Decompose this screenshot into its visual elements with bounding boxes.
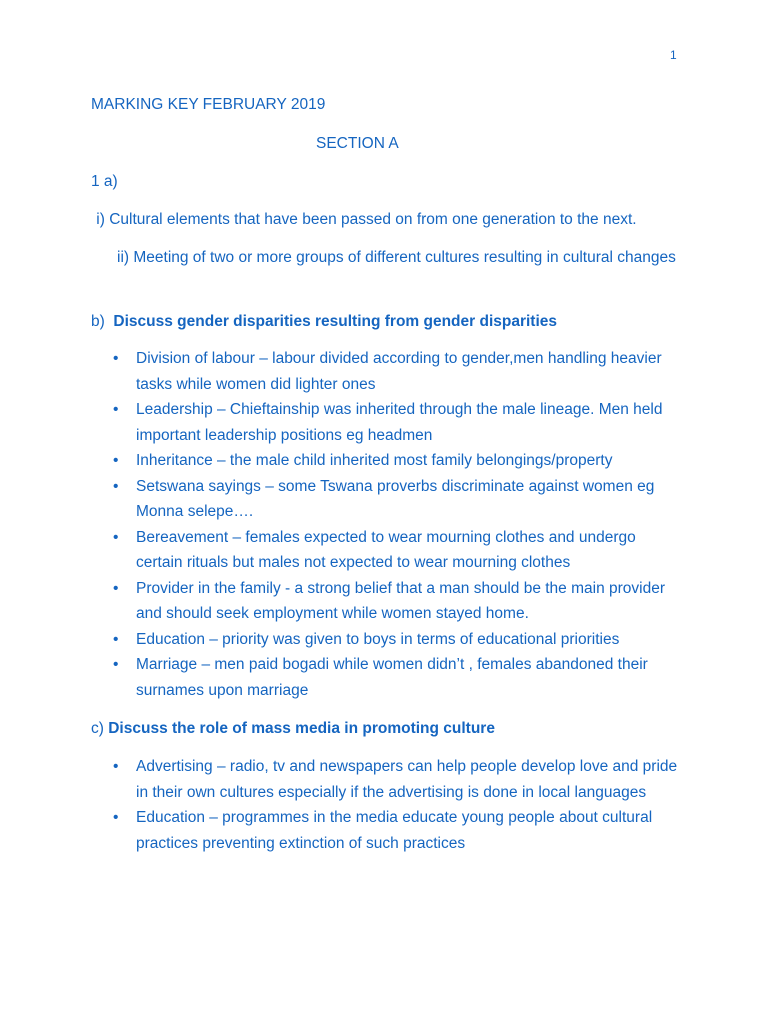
bullet-item: [113, 525, 683, 576]
bullet-icon: •: [113, 477, 119, 495]
bullet-item: [113, 346, 683, 397]
question-1c: [91, 716, 495, 742]
question-1b-heading: Discuss gender disparities resulting from gender disparities: [113, 313, 558, 330]
bullet-icon: •: [113, 579, 119, 597]
bullet-text: Leadership – Chieftainship was inherited through the male lineage. Men held important leadership positions eg headmen: [136, 401, 663, 444]
bullet-text: Bereavement – females expected to wear mourning clothes and undergo certain rituals but males not expected to wear mourning clothes: [136, 528, 636, 571]
bullet-icon: •: [113, 528, 119, 546]
bullet-text: Inheritance – the male child inherited most family belongings/property: [136, 452, 613, 469]
section-heading: SECTION A: [316, 135, 399, 152]
bullet-text: Advertising – radio, tv and newspapers can help people develop love and pride in their own cultures especially if the advertising is done in local languages: [136, 758, 678, 801]
bullet-icon: •: [113, 401, 119, 418]
bullet-item: [113, 397, 683, 448]
bullet-item: [113, 652, 683, 703]
answer-1c-list: [113, 754, 683, 856]
answer-1a-ii-text: ii) Meeting of two or more groups of different cultures resulting in cultural changes: [117, 249, 676, 266]
bullet-item: [113, 805, 683, 856]
bullet-text: Division of labour – labour divided according to gender,men handling heavier tasks while women did lighter ones: [136, 350, 662, 393]
bullet-icon: •: [113, 758, 119, 775]
question-1c-prefix: c): [91, 720, 104, 737]
bullet-item: [113, 754, 683, 805]
bullet-icon: •: [113, 350, 119, 367]
bullet-item: [113, 474, 683, 525]
bullet-item: [113, 448, 683, 474]
bullet-icon: •: [113, 809, 119, 826]
bullet-text: Education – programmes in the media educate young people about cultural practices preventing extinction of such practices: [136, 809, 653, 852]
bullet-icon: •: [113, 452, 119, 469]
bullet-text: Education – priority was given to boys in terms of educational priorities: [136, 630, 620, 648]
page-number: 1: [670, 48, 677, 62]
answer-1a-ii: [91, 245, 691, 271]
bullet-text: Marriage – men paid bogadi while women didn’t , females abandoned their surnames upon marriage: [136, 656, 648, 699]
document-title: MARKING KEY FEBRUARY 2019: [91, 96, 326, 113]
bullet-icon: •: [113, 630, 119, 648]
question-1b: [91, 309, 557, 335]
bullet-text: Setswana sayings – some Tswana proverbs discriminate against women eg Monna selepe….: [136, 477, 655, 520]
bullet-item: [113, 627, 683, 653]
answer-1a-i: i) Cultural elements that have been passed on from one generation to the next.: [92, 211, 637, 228]
bullet-icon: •: [113, 656, 119, 673]
question-1b-prefix: b): [91, 313, 105, 330]
question-1c-heading: Discuss the role of mass media in promoting culture: [108, 720, 495, 737]
question-1a-label: 1 a): [91, 173, 118, 190]
bullet-text: Provider in the family - a strong belief that a man should be the main provider and should seek employment while women stayed home.: [136, 579, 665, 622]
answer-1b-list: [113, 346, 683, 703]
bullet-item: [113, 576, 683, 627]
